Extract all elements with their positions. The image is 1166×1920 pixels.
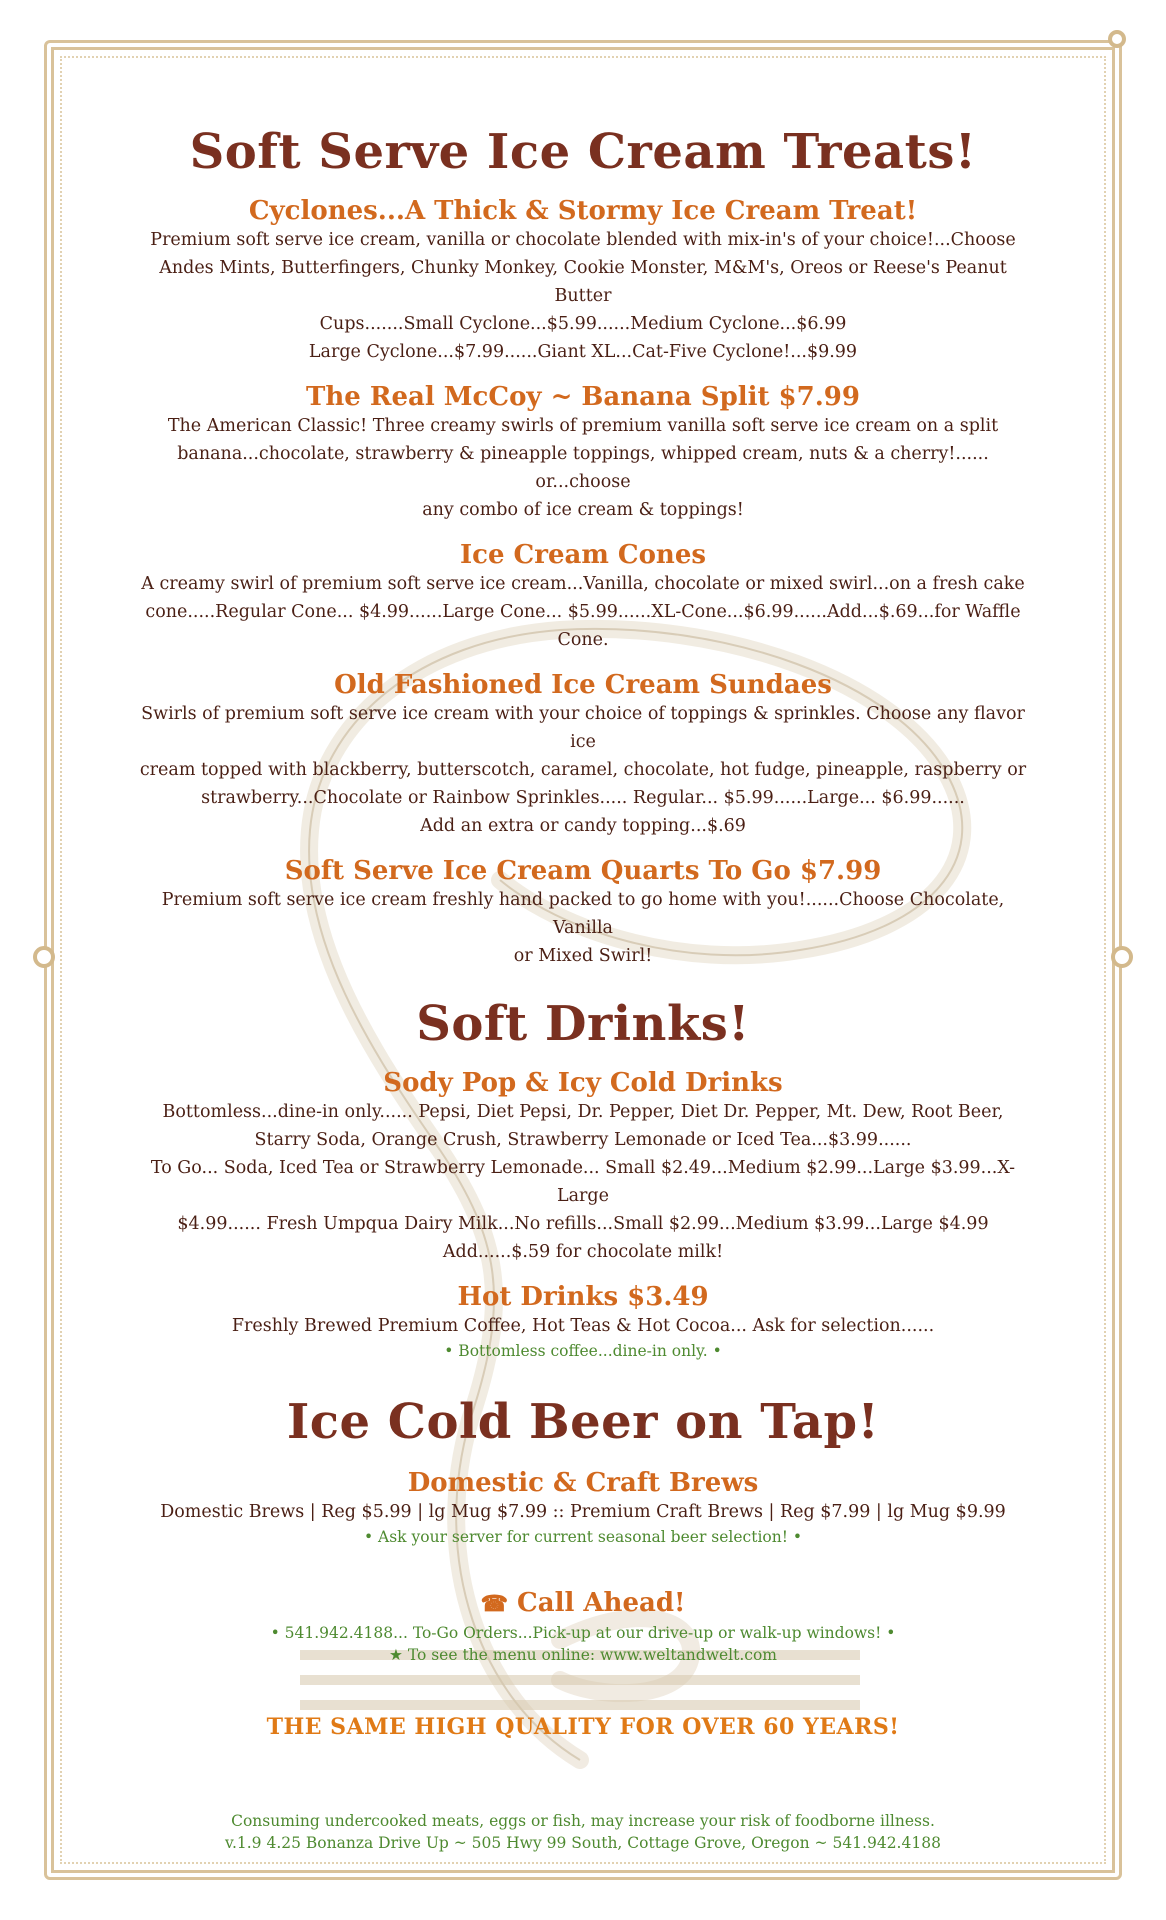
item-description-line: Premium soft serve ice cream freshly hand packed to go home with you!......Choose Chocolate, Vanilla (161, 890, 1005, 938)
call-ahead-line: • 541.942.4188... To-Go Orders...Pick-up at our drive-up or walk-up windows! • (270, 1624, 896, 1642)
section-title-beer: Ice Cold Beer on Tap! (286, 1394, 880, 1450)
item-description-line: Bottomless...dine-in only...... Pepsi, Diet Pepsi, Dr. Pepper, Diet Dr. Pepper, Mt. Dew, Root Beer, (162, 1102, 1004, 1122)
right-rosette-ornament (1111, 946, 1133, 968)
footer-warning: Consuming undercooked meats, eggs or fish, may increase your risk of foodborne illness. (231, 1812, 935, 1830)
item-heading-brews: Domestic & Craft Brews (407, 1468, 759, 1498)
item-description-line: or Mixed Swirl! (513, 946, 653, 966)
item-note: • Bottomless coffee...dine-in only. • (444, 1342, 722, 1360)
item-description-line: any combo of ice cream & toppings! (422, 500, 744, 520)
item-heading-sody-pop: Sody Pop & Icy Cold Drinks (383, 1068, 783, 1098)
tagline: THE SAME HIGH QUALITY FOR OVER 60 YEARS! (266, 1714, 900, 1740)
item-description-line: Andes Mints, Butterfingers, Chunky Monkey, Cookie Monster, M&M's, Oreos or Reese's Peanut Butter (159, 258, 1007, 306)
item-heading-quarts: Soft Serve Ice Cream Quarts To Go $7.99 (284, 856, 882, 886)
footer (130, 1810, 1036, 1854)
item-description-line: Add......$.59 for chocolate milk! (442, 1242, 724, 1262)
item-heading-cones: Ice Cream Cones (459, 540, 707, 570)
item-description-line: Swirls of premium soft serve ice cream with your choice of toppings & sprinkles. Choose any flavor ice (141, 704, 1025, 752)
phone-icon: ☎ (480, 1591, 508, 1617)
item-heading-banana-split: The Real McCoy ~ Banana Split $7.99 (306, 382, 860, 412)
item-description-line: cone.....Regular Cone... $4.99......Large Cone... $5.99......XL-Cone...$6.99......Add...$.69...for Waffle Cone. (145, 602, 1021, 650)
item-description-line: To Go... Soda, Iced Tea or Strawberry Lemonade... Small $2.49...Medium $2.99...Large $3.99...X-Large (150, 1158, 1016, 1206)
item-description-line: Add an extra or candy topping...$.69 (420, 816, 746, 836)
item-description-line: banana...chocolate, strawberry & pineapple toppings, whipped cream, nuts & a cherry!...... or...choose (177, 444, 989, 492)
item-description-line: A creamy swirl of premium soft serve ice cream...Vanilla, chocolate or mixed swirl...on a fresh cake (141, 574, 1025, 594)
item-description-line: Domestic Brews | Reg $5.99 | lg Mug $7.99 :: Premium Craft Brews | Reg $7.99 | lg Mug $9.99 (160, 1502, 1006, 1522)
item-description-line: $4.99...... Fresh Umpqua Dairy Milk...No refills...Small $2.99...Medium $3.99...Large $4.99 (177, 1214, 989, 1234)
item-description-line: Freshly Brewed Premium Coffee, Hot Teas & Hot Cocoa... Ask for selection...... (231, 1316, 935, 1336)
item-description-line: Cups.......Small Cyclone...$5.99......Medium Cyclone...$6.99 (319, 314, 847, 334)
section-title-ice-cream: Soft Serve Ice Cream Treats! (189, 124, 977, 180)
top-right-corner-ornament (1108, 30, 1126, 48)
item-description-line: The American Classic! Three creamy swirls of premium vanilla soft serve ice cream on a split (167, 416, 999, 436)
item-description-line: Large Cyclone...$7.99......Giant XL...Cat-Five Cyclone!...$9.99 (308, 342, 858, 362)
call-ahead-label: Call Ahead! (517, 1588, 686, 1618)
item-description-line: cream topped with blackberry, butterscotch, caramel, chocolate, hot fudge, pineapple, raspberry or (139, 760, 1027, 780)
footer-address: v.1.9 4.25 Bonanza Drive Up ~ 505 Hwy 99 South, Cottage Grove, Oregon ~ 541.942.4188 (225, 1834, 941, 1852)
item-description-line: strawberry...Chocolate or Rainbow Sprinkles..... Regular... $5.99......Large... $6.99...... (201, 788, 965, 808)
section-title-soft-drinks: Soft Drinks! (416, 996, 750, 1052)
item-heading-hot-drinks: Hot Drinks $3.49 (457, 1282, 709, 1312)
item-description-line: Premium soft serve ice cream, vanilla or chocolate blended with mix-in's of your choice!...Choose (150, 230, 1016, 250)
left-rosette-ornament (33, 946, 55, 968)
menu-online-line: ★ To see the menu online: www.weltandwelt.com (389, 1646, 777, 1664)
menu-content (130, 110, 1036, 1854)
item-heading-cyclones: Cyclones...A Thick & Stormy Ice Cream Treat! (248, 196, 918, 226)
call-ahead-heading (130, 1588, 1036, 1618)
item-description-line: Starry Soda, Orange Crush, Strawberry Lemonade or Iced Tea...$3.99...... (254, 1130, 912, 1150)
item-note: • Ask your server for current seasonal beer selection! • (363, 1528, 803, 1546)
item-heading-sundaes: Old Fashioned Ice Cream Sundaes (334, 670, 832, 700)
